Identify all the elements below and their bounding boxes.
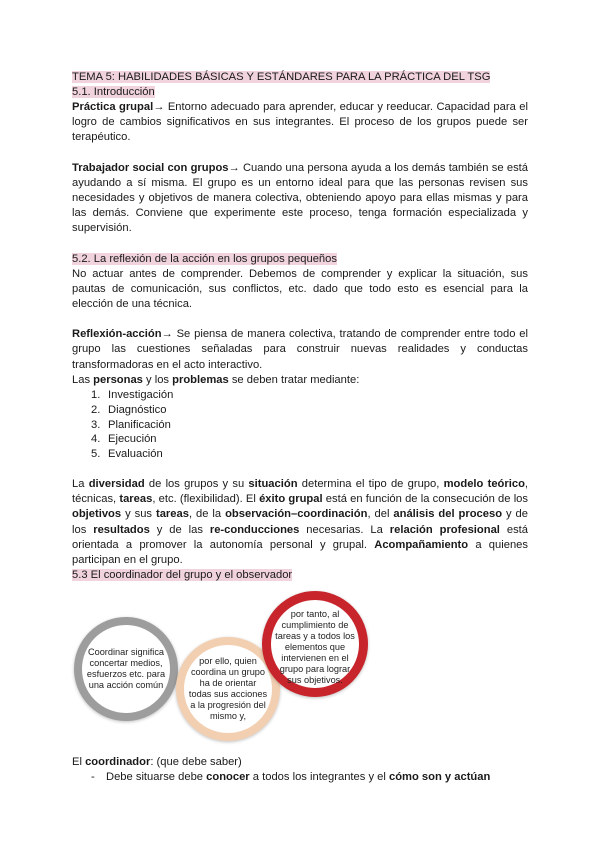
- list-item: 4. Ejecución: [91, 433, 157, 446]
- list-item: 5. Evaluación: [91, 448, 163, 461]
- paragraph-reflexion-accion: Reflexión-acción→ Se piensa de manera colectiva, tratando de comprender entre todo el grupo las cuestiones señaladas para construir nuevas realidades y conductas transformadoras en el acto interactivo.: [72, 328, 528, 371]
- paragraph-coordinador: El coordinador: (que debe saber): [72, 756, 242, 769]
- list-item: 1. Investigación: [91, 389, 174, 402]
- chapter-title: TEMA 5: HABILIDADES BÁSICAS Y ESTÁNDARES PARA LA PRÁCTICA DEL TSG: [72, 71, 491, 83]
- list-item: 3. Planificación: [91, 418, 171, 431]
- section-heading-5-1: 5.1. Introducción: [72, 86, 155, 98]
- diagram-circle-por-ello: por ello, quien coordina un grupo ha de orientar todas sus acciones a la progresión del mismo y,: [176, 637, 280, 741]
- coordination-diagram: [72, 591, 528, 751]
- paragraph-practica-grupal: Práctica grupal→ Entorno adecuado para aprender, educar y reeducar. Capacidad para el logro de cambios significativos en sus integrantes. El proceso de los grupos puede ser terapéutico.: [72, 101, 528, 144]
- paragraph-personas-problemas: Las personas y los problemas se deben tratar mediante:: [72, 373, 360, 386]
- paragraph-diversidad: La diversidad de los grupos y su situación determina el tipo de grupo, modelo teórico, técnicas, tareas, etc. (flexibilidad). El éxito grupal está en función de la consecución de los objetivos y sus tareas, de la observación–coordinación, del análisis del proceso y de los resultados y de las re-conducciones necesarias. La relación profesional está orientada a promover la autonomía personal y grupal. Acompañamiento a quienes participan en el grupo.: [72, 478, 529, 567]
- diagram-circle-coordinar: Coordinar significa concertar medios, esfuerzos etc. para una acción común: [74, 617, 178, 721]
- section-heading-5-3: 5.3 El coordinador del grupo y el observador: [72, 569, 293, 582]
- paragraph-no-actuar: No actuar antes de comprender. Debemos de comprender y explicar la situación, sus pautas de comunicación, sus conflictos, etc. dado que todo esto es esencial para la elección de una técnica.: [72, 267, 528, 311]
- diagram-circle-por-tanto: por tanto, al cumplimiento de tareas y a todos los elementos que intervienen en el grupo para lograr sus objetivos.: [262, 591, 368, 697]
- section-heading-5-2: 5.2. La reflexión de la acción en los grupos pequeños: [72, 252, 337, 265]
- coordinator-list: [72, 770, 528, 785]
- paragraph-trabajador-social: Trabajador social con grupos→ Cuando una persona ayuda a los demás también se está ayudando a sí misma. El grupo es un entorno ideal para que las personas revisen sus necesidades y objetivos de manera colectiva, obteniendo apoyo para ellas mismas y para las demás. Conviene que experimente este proceso, tenga formación especializada y supervisión.: [72, 161, 528, 235]
- list-item: - Debe situarse debe conocer a todos los integrantes y el cómo son y actúan: [91, 771, 491, 784]
- document-page: [72, 70, 528, 786]
- list-item: 2. Diagnóstico: [91, 403, 167, 416]
- steps-list: [72, 388, 528, 462]
